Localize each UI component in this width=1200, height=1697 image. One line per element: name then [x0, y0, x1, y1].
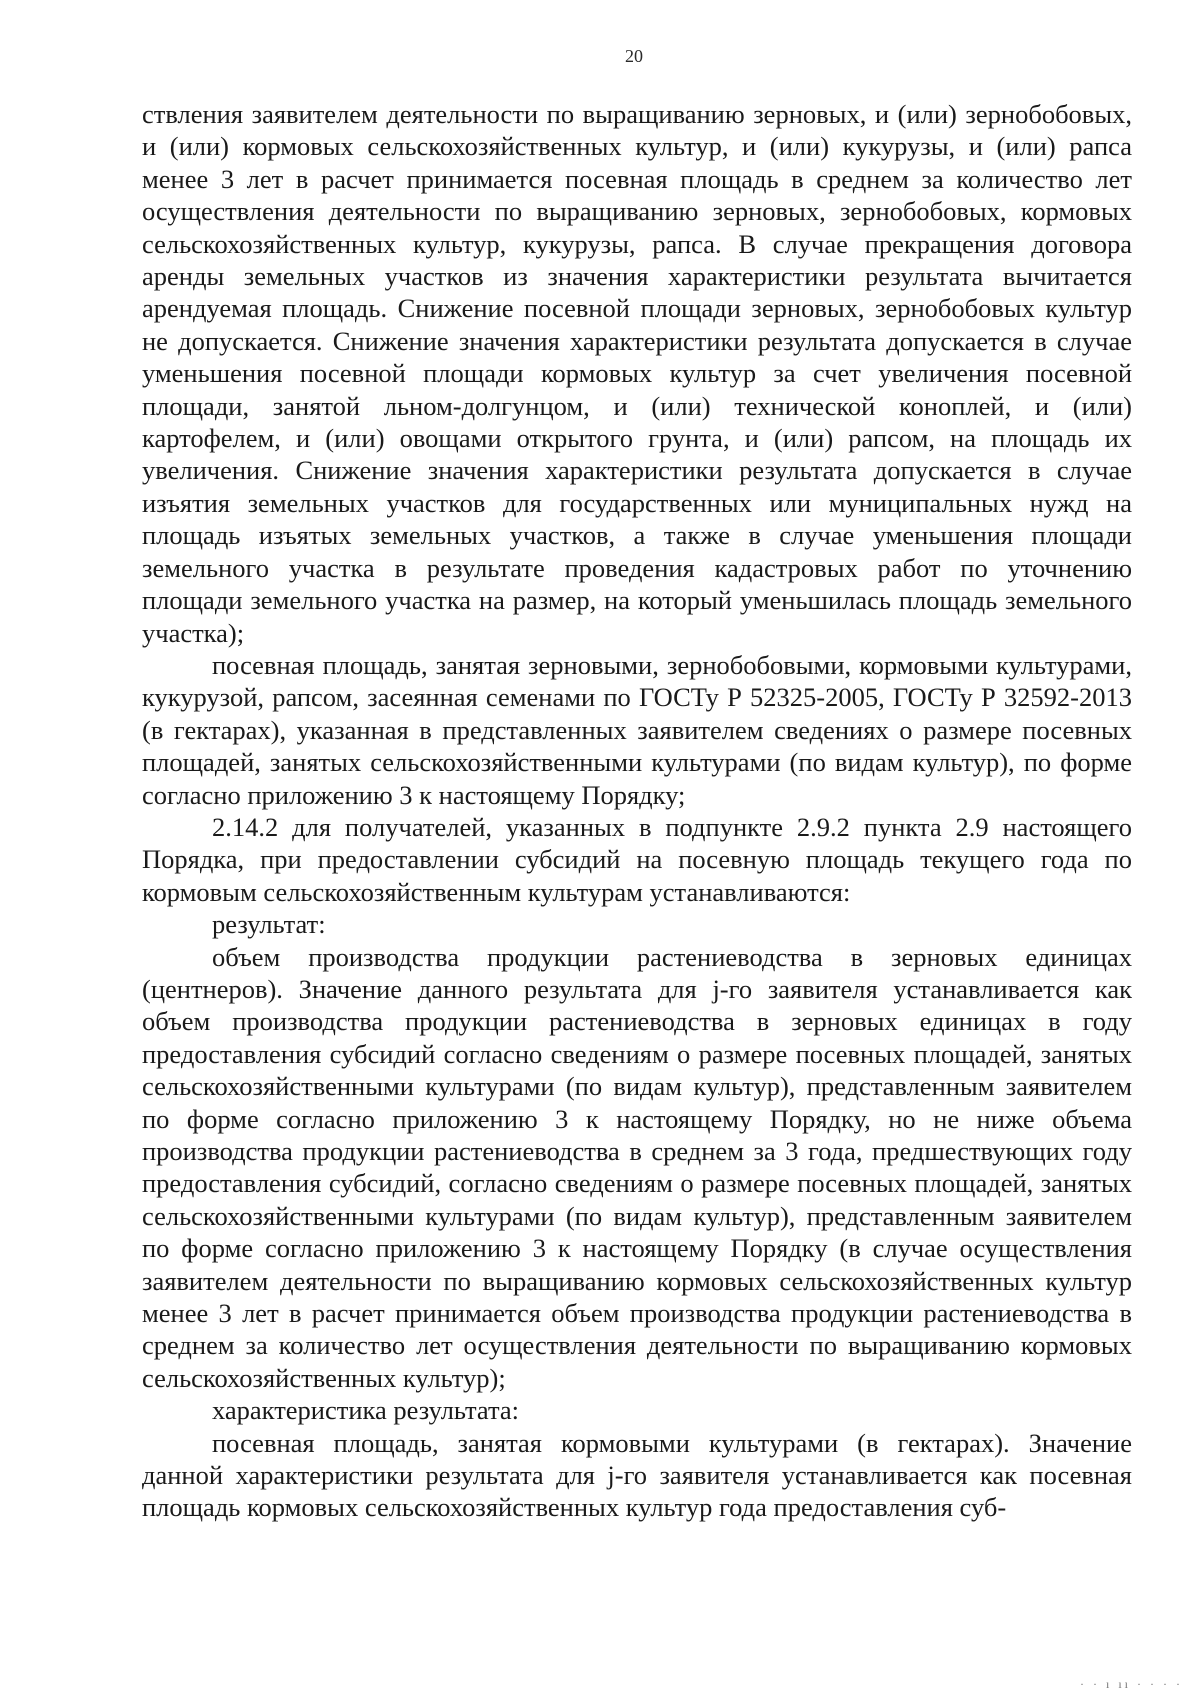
paragraph-forage-sown-area: посевная площадь, занятая кормовыми культурами (в гектарах). Значение данной характеристики результата для j-го заявителя устанавливается как посевная площадь кормовых сельскохозяйственных культур года предоставления суб-: [142, 1427, 1132, 1523]
document-body: [142, 98, 1132, 1524]
paragraph-result-characteristic-heading: характеристика результата:: [212, 1395, 520, 1426]
page-number: 20: [625, 46, 643, 66]
paragraph-2-14-2: 2.14.2 для получателей, указанных в подпункте 2.9.2 пункта 2.9 настоящего Порядка, при предоставлении субсидий на посевную площадь текущего года по кормовым сельскохозяйственным культурам устанавливаются:: [142, 811, 1132, 907]
paragraph-production-volume: объем производства продукции растениеводства в зерновых единицах (центнеров). Значение данного результата для j-го заявителя устанавливается как объем производства продукции растениеводства в зерновых единицах в году предоставления субсидий согласно сведениям о размере посевных площадей, занятых сельскохозяйственными культурами (по видам культур), представленным заявителем по форме согласно приложению 3 к настоящему Порядку, но не ниже объема производства продукции растениеводства в среднем за 3 года, предшествующих году предоставления субсидий, согласно сведениям о размере посевных площадей, занятых сельскохозяйственными культурами (по видам культур), представленным заявителем по форме согласно приложению 3 к настоящему Порядку (в случае осуществления заявителем деятельности по выращиванию кормовых сельскохозяйственных культур менее 3 лет в расчет принимается объем производства продукции растениеводства в среднем за количество лет осуществления деятельности по выращиванию кормовых сельскохозяйственных культур);: [142, 941, 1132, 1393]
paragraph-continuation: ствления заявителем деятельности по выращиванию зерновых, и (или) зернобобовых, и (или) кормовых сельскохозяйственных культур, и (или) кукурузы, и (или) рапса менее 3 лет в расчет принимается посевная площадь в среднем за количество лет осуществления деятельности по выращиванию зерновых, зернобобовых, кормовых сельскохозяйственных культур, кукурузы, рапса. В случае прекращения договора аренды земельных участков из значения характеристики результата вычитается арендуемая площадь. Снижение посевной площади зерновых, зернобобовых культур не допускается. Снижение значения характеристики результата допускается в случае уменьшения посевной площади кормовых культур за счет увеличения посевной площади, занятой льном-долгунцом, и (или) технической коноплей, и (или) картофелем, и (или) овощами открытого грунта, и (или) рапсом, на площадь их увеличения. Снижение значения характеристики результата допускается в случае изъятия земельных участков для государственных или муниципальных нужд на площадь изъятых земельных участков, а также в случае уменьшения площади земельного участка в результате проведения кадастровых работ по уточнению площади земельного участка на размер, на который уменьшилась площадь земельного участка);: [142, 99, 1132, 648]
paragraph-result-heading: результат:: [212, 909, 326, 940]
paragraph-sown-area-gost: посевная площадь, занятая зерновыми, зернобобовыми, кормовыми культурами, кукурузой, рапсом, засеянная семенами по ГОСТу Р 52325-2005, ГОСТу Р 32592-2013 (в гектарах), указанная в представленных заявителем сведениях о размере посевных площадей, занятых сельскохозяйственными культурами (по видам культур), по форме согласно приложению 3 к настоящему Порядку;: [142, 649, 1132, 810]
scan-artifact-mark: · · ı ıı · · · ·: [1080, 1677, 1183, 1691]
